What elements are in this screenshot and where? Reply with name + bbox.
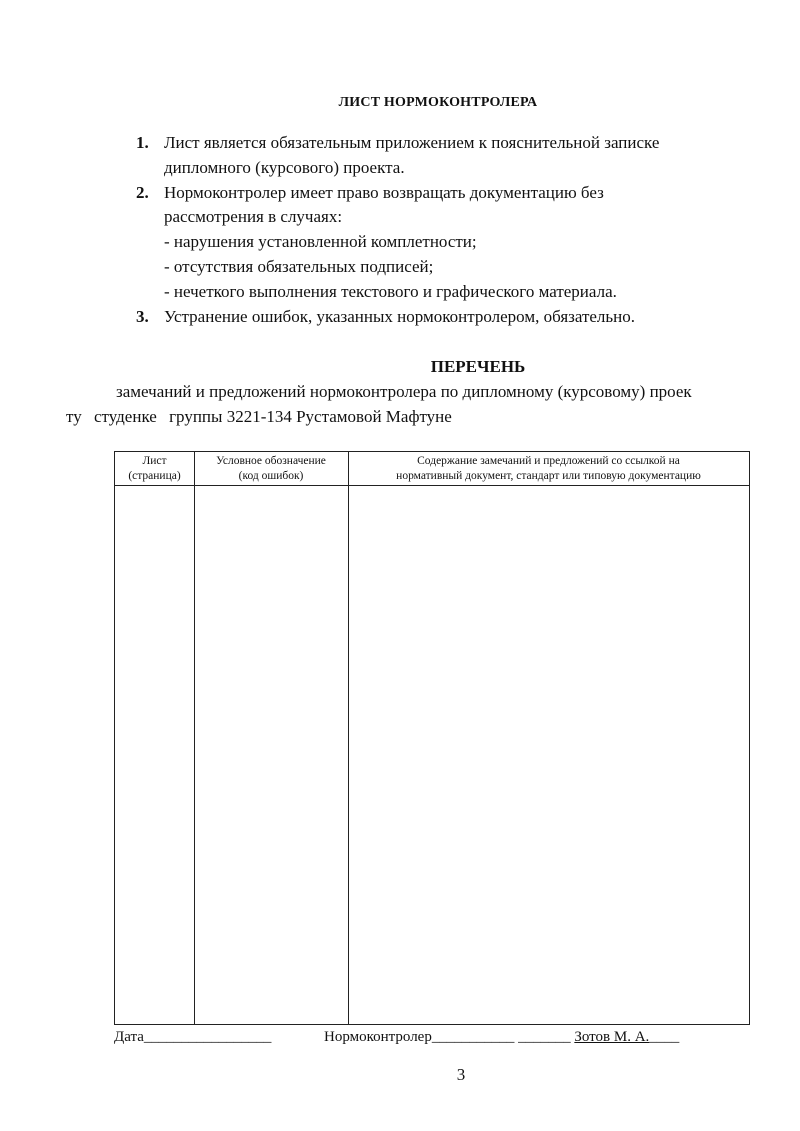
table-column-divider — [348, 452, 349, 1024]
table-header-divider — [115, 485, 749, 486]
controller-name: Зотов М. А. — [574, 1029, 650, 1045]
table-header-sheet — [115, 454, 194, 484]
table-column-divider — [194, 452, 195, 1024]
header-line: (страница) — [128, 470, 181, 482]
header-line: Содержание замечаний и предложений со ссылкой на — [417, 455, 680, 467]
intro-fragment: студенке — [93, 407, 157, 426]
rules-list — [136, 131, 756, 329]
rule-text-line: Нормоконтролер имеет право возвращать документацию без — [164, 182, 604, 202]
header-line: нормативный документ, стандарт или типовую документацию — [396, 470, 701, 482]
intro-fragment: ту — [66, 407, 82, 426]
controller-signature-field — [324, 1029, 679, 1046]
table-header-code — [194, 454, 348, 484]
intro-text-line-1: замечаний и предложений нормоконтролера по дипломному (курсовому) проек — [116, 382, 692, 401]
rule-text-line: дипломного (курсового) проекта. — [164, 157, 405, 177]
header-line: Условное обозначение — [216, 455, 326, 467]
header-line: (код ошибок) — [238, 470, 304, 482]
rule-subitem: - отсутствия обязательных подписей; — [164, 256, 434, 276]
rule-number: 2. — [136, 182, 149, 202]
table-header-content — [348, 454, 749, 484]
rule-item-2 — [136, 181, 756, 305]
rule-number: 3. — [136, 306, 149, 326]
rule-text-line: Устранение ошибок, указанных нормоконтролером, обязательно. — [164, 306, 636, 326]
rule-text-line: рассмотрения в случаях: — [164, 207, 343, 227]
controller-label: Нормоконтролер___________ _______ — [324, 1029, 571, 1045]
document-title: ЛИСТ НОРМОКОНТРОЛЕРА — [338, 95, 538, 110]
student-group-and-name: группы 3221-134 Рустамовой Мафтуне — [169, 407, 452, 426]
remarks-table — [114, 451, 750, 1025]
header-line: Лист — [142, 455, 167, 467]
rule-item-1 — [136, 131, 756, 181]
rule-subitem: - нарушения установленной комплетности; — [164, 232, 477, 252]
rule-item-3 — [136, 305, 756, 330]
list-heading: ПЕРЕЧЕНЬ — [430, 357, 526, 376]
intro-text-line-2 — [66, 407, 452, 427]
rule-text-line: Лист является обязательным приложением к пояснительной записке — [164, 133, 660, 152]
rule-subitem: - нечеткого выполнения текстового и графического материала. — [164, 281, 617, 301]
rule-number: 1. — [136, 133, 149, 152]
page-number: 3 — [456, 1065, 466, 1084]
date-field: Дата_________________ — [114, 1029, 272, 1045]
controller-tail-line: ____ — [649, 1029, 680, 1045]
